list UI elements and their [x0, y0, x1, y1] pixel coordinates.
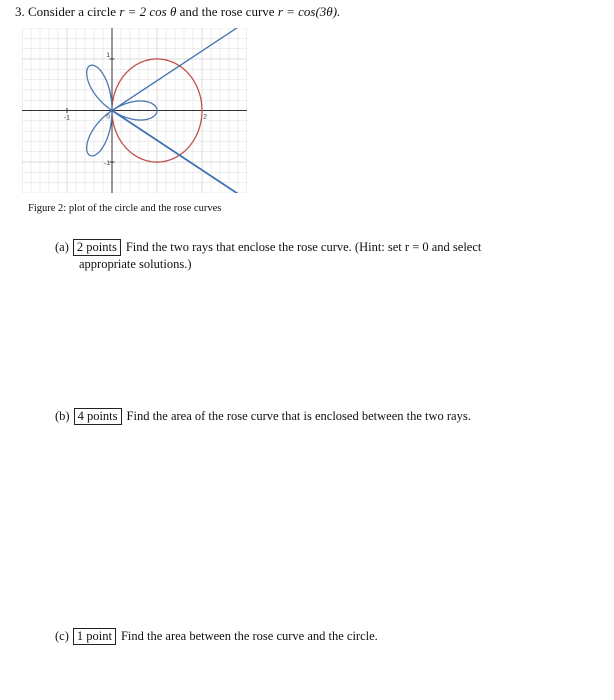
tick-label-y-pos: 1: [106, 51, 110, 59]
part-b-points-box: 4 points: [74, 408, 122, 425]
part-a-text: Find the two rays that enclose the rose curve. (Hint: set r = 0 and select: [125, 240, 482, 254]
part-b: [55, 408, 595, 425]
problem-conjunction: and the rose curve: [179, 4, 275, 19]
tick-label-origin: 0: [106, 113, 110, 121]
part-c-text: Find the area between the rose curve and the circle.: [120, 629, 378, 643]
part-c: [55, 628, 575, 645]
problem-text: Consider a circle: [28, 4, 117, 19]
part-c-points-box: 1 point: [73, 628, 116, 645]
figure-caption: Figure 2: plot of the circle and the rose curves: [28, 203, 222, 214]
part-a-text-continued: appropriate solutions.): [79, 257, 192, 271]
problem-number: 3.: [15, 4, 25, 19]
part-a-label: (a): [55, 240, 69, 254]
part-c-label: (c): [55, 629, 69, 643]
tick-label-y-neg: -1: [104, 160, 110, 168]
tick-label-x-neg: -1: [64, 114, 70, 122]
polar-plot: [22, 28, 247, 193]
axes: [22, 28, 247, 193]
rose-equation: r = cos(3θ).: [277, 4, 341, 19]
part-a: [55, 239, 575, 272]
part-a-points-box: 2 points: [73, 239, 121, 256]
circle-equation: r = 2 cos θ: [119, 4, 177, 19]
problem-statement: [15, 4, 340, 20]
part-b-text: Find the area of the rose curve that is enclosed between the two rays.: [126, 409, 471, 423]
tick-label-x-pos: 2: [203, 113, 207, 121]
part-b-label: (b): [55, 409, 70, 423]
